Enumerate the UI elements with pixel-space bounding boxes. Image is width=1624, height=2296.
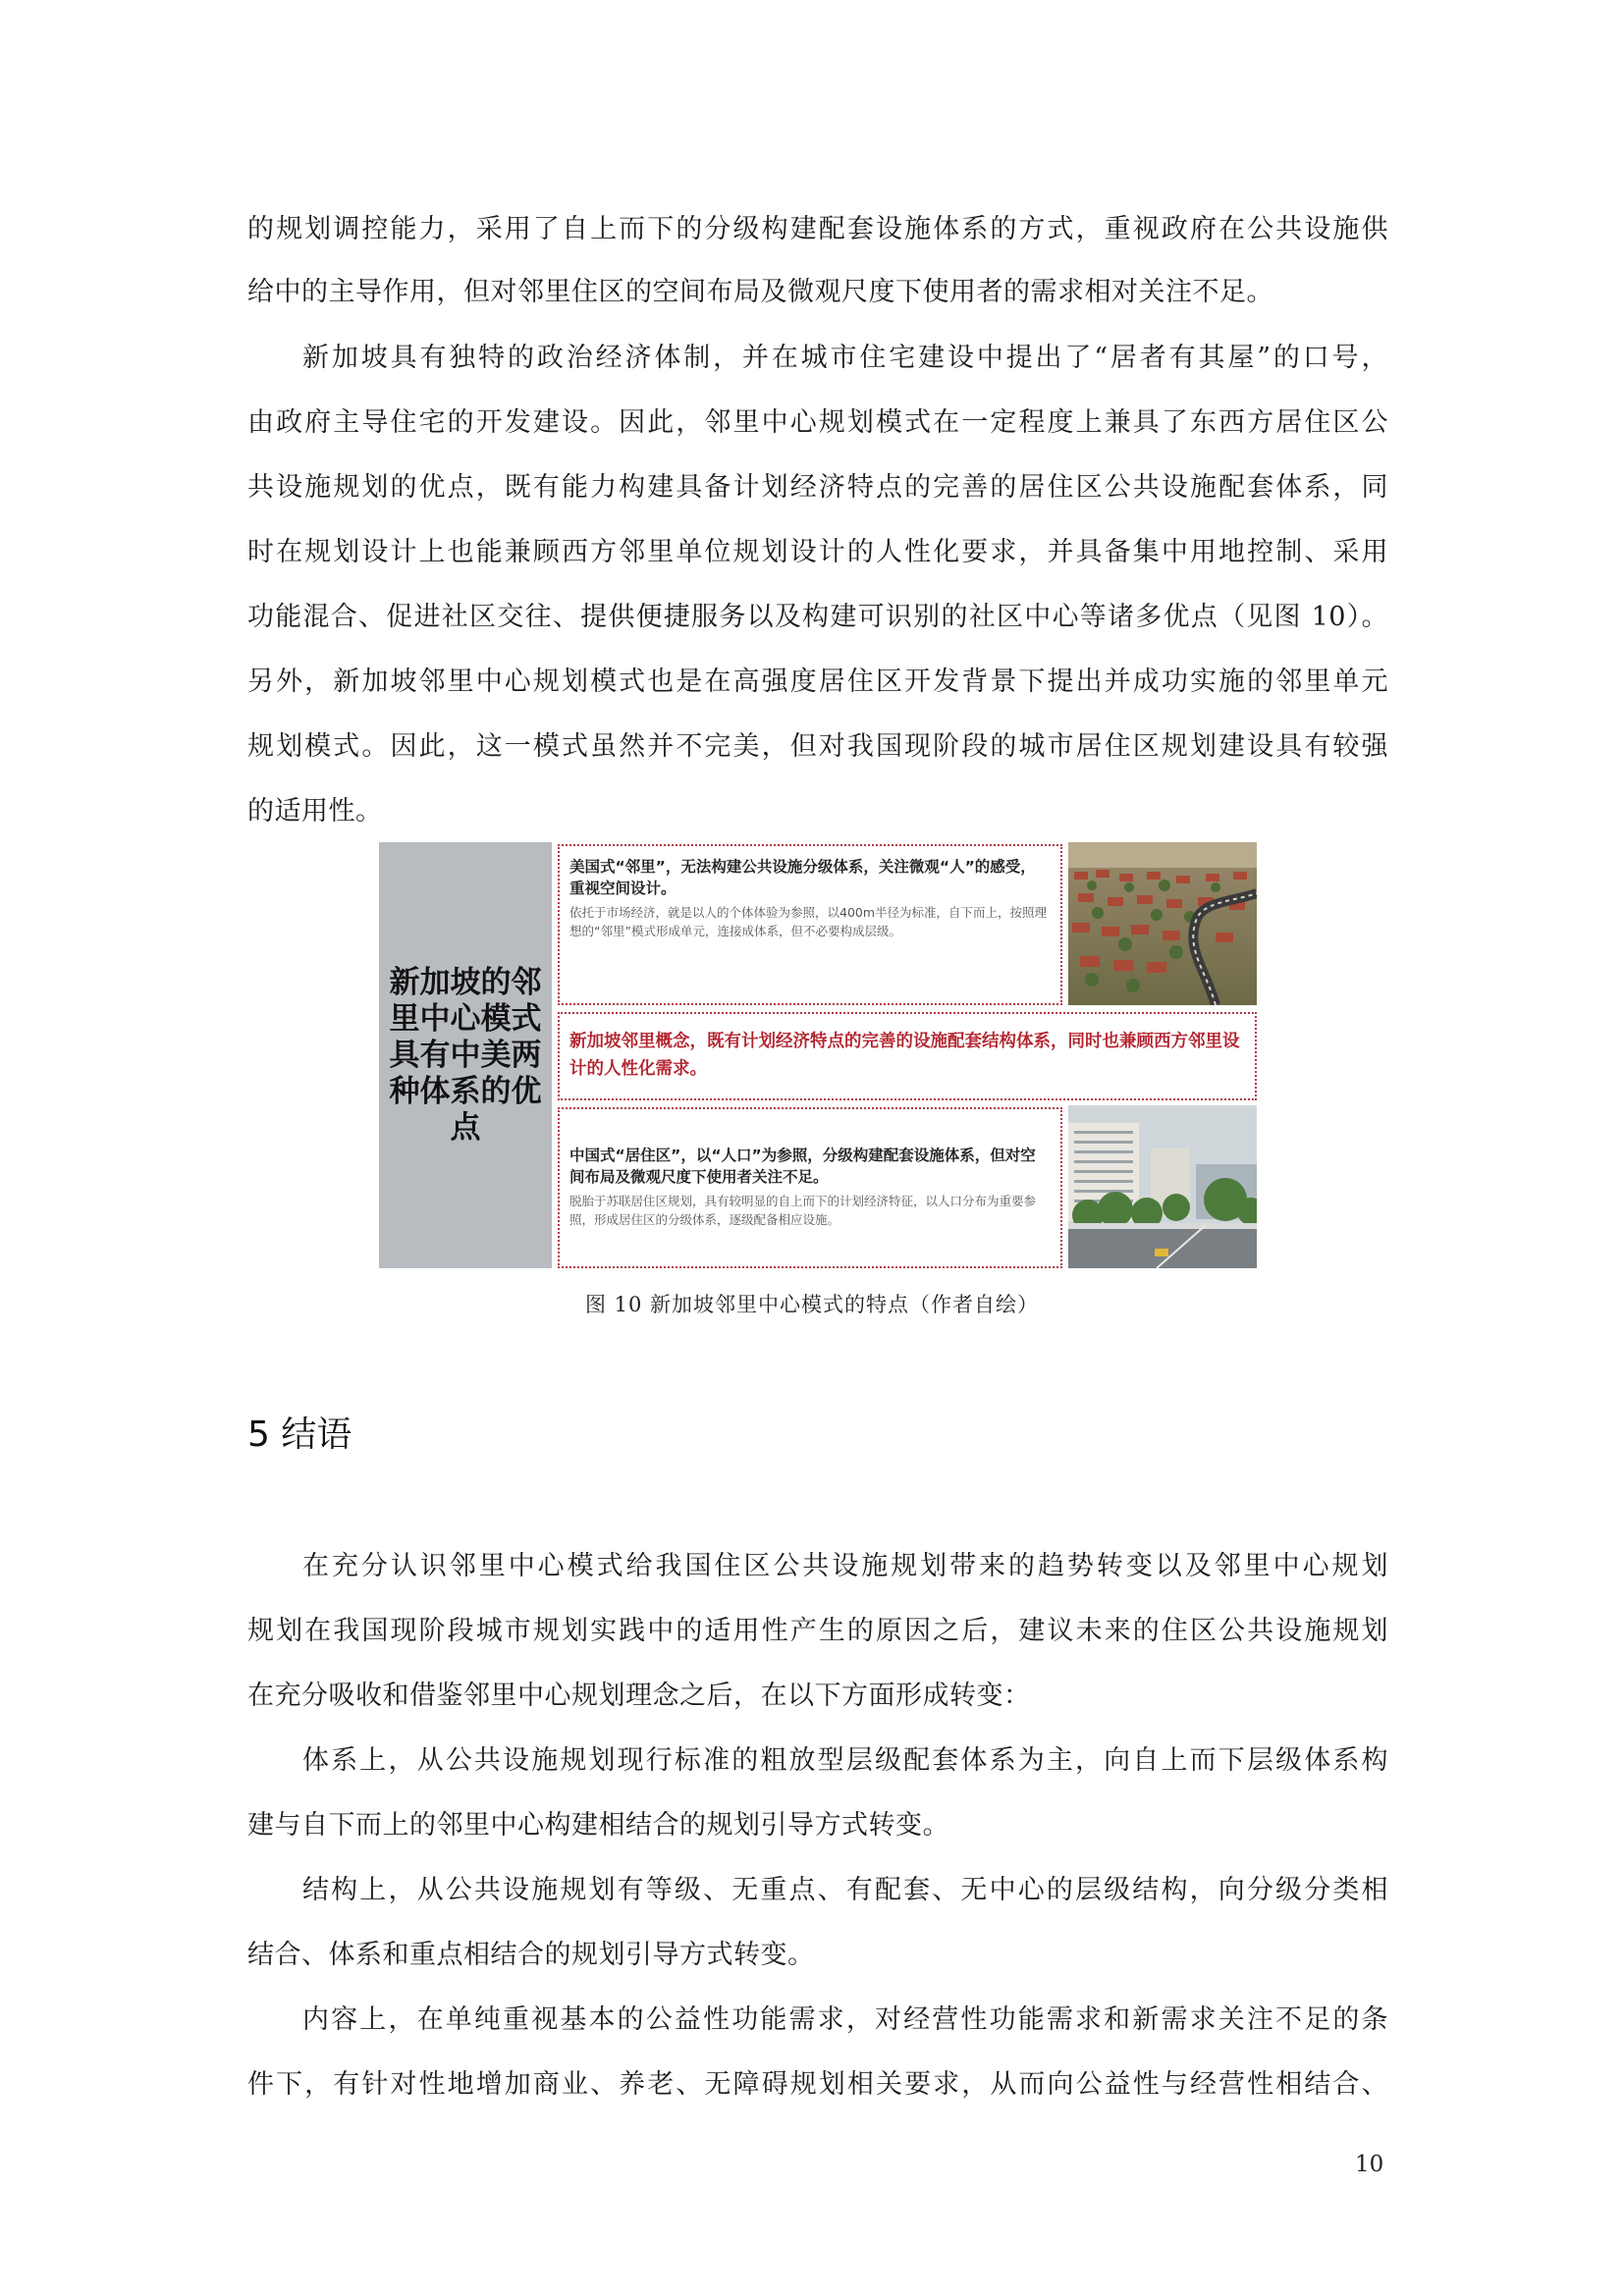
section-heading: 5 结语 bbox=[247, 1415, 352, 1455]
singapore-model-heading: 新加坡邻里概念，既有计划经济特点的完善的设施配套结构体系，同时也兼顾西方邻里设计的人性化需求。 bbox=[569, 1032, 1240, 1079]
china-model-heading: 中国式“居住区”，以“人口”为参照，分级构建配套设施体系，但对空间布局及微观尺度下使用者关注不足。 bbox=[569, 1147, 1036, 1186]
paragraph-line: 的规划调控能力，采用了自上而下的分级构建配套设施体系的方式，重视政府在公共设施供 bbox=[247, 214, 1388, 244]
figure-10 bbox=[379, 842, 1257, 1268]
singapore-model-box bbox=[558, 1012, 1257, 1100]
us-model-box bbox=[558, 844, 1062, 1005]
residential-buildings-image bbox=[1068, 1105, 1257, 1268]
paragraph-line: 建与自下而上的邻里中心构建相结合的规划引导方式转变。 bbox=[247, 1810, 949, 1841]
residential-buildings-photo bbox=[1068, 1105, 1257, 1268]
figure-caption: 图 10 新加坡邻里中心模式的特点（作者自绘） bbox=[584, 1293, 1040, 1316]
suburban-houses-image bbox=[1068, 842, 1257, 1005]
paragraph-line: 给中的主导作用，但对邻里住区的空间布局及微观尺度下使用者的需求相对关注不足。 bbox=[247, 277, 1273, 307]
china-model-box bbox=[558, 1107, 1062, 1268]
paragraph-line: 时在规划设计上也能兼顾西方邻里单位规划设计的人性化要求，并具备集中用地控制、采用 bbox=[247, 537, 1388, 567]
paragraph-line: 的适用性。 bbox=[247, 796, 383, 827]
suburban-houses-photo bbox=[1068, 842, 1257, 1005]
paragraph-line: 结合、体系和重点相结合的规划引导方式转变。 bbox=[247, 1940, 815, 1970]
china-model-body: 脱胎于苏联居住区规划，具有较明显的自上而下的计划经济特征，以人口分布为重要参照，形成居住区的分级体系，逐级配备相应设施。 bbox=[569, 1194, 1037, 1227]
paragraph-line: 在充分认识邻里中心模式给我国住区公共设施规划带来的趋势转变以及邻里中心规划 bbox=[302, 1551, 1388, 1581]
figure-title: 新加坡的邻里中心模式具有中美两种体系的优点 bbox=[389, 964, 542, 1146]
paragraph-line: 新加坡具有独特的政治经济体制，并在城市住宅建设中提出了“居者有其屋”的口号， bbox=[302, 343, 1388, 373]
paragraph-line: 规划在我国现阶段城市规划实践中的适用性产生的原因之后，建议未来的住区公共设施规划 bbox=[247, 1616, 1388, 1646]
figure-title-panel bbox=[379, 842, 552, 1268]
paragraph-line: 共设施规划的优点，既有能力构建具备计划经济特点的完善的居住区公共设施配套体系，同 bbox=[247, 472, 1388, 503]
paragraph-line: 功能混合、促进社区交往、提供便捷服务以及构建可识别的社区中心等诸多优点（见图 10）。 bbox=[247, 602, 1388, 632]
paragraph-line: 另外，新加坡邻里中心规划模式也是在高强度居住区开发背景下提出并成功实施的邻里单元 bbox=[247, 667, 1388, 697]
paragraph-line: 在充分吸收和借鉴邻里中心规划理念之后，在以下方面形成转变： bbox=[247, 1681, 1031, 1711]
paragraph-line: 由政府主导住宅的开发建设。因此，邻里中心规划模式在一定程度上兼具了东西方居住区公 bbox=[247, 407, 1388, 438]
paragraph-line: 件下，有针对性地增加商业、养老、无障碍规划相关要求，从而向公益性与经营性相结合、 bbox=[247, 2069, 1388, 2100]
paragraph-line: 结构上，从公共设施规划有等级、无重点、有配套、无中心的层级结构，向分级分类相 bbox=[302, 1875, 1388, 1905]
page-number: 10 bbox=[1355, 2152, 1384, 2177]
us-model-body: 依托于市场经济，就是以人的个体体验为参照，以400m半径为标准，自下而上，按照理想的“邻里”模式形成单元，连接成体系，但不必要构成层级。 bbox=[569, 905, 1048, 938]
paragraph-line: 体系上，从公共设施规划现行标准的粗放型层级配套体系为主，向自上而下层级体系构 bbox=[302, 1745, 1388, 1776]
paragraph-line: 内容上，在单纯重视基本的公益性功能需求，对经营性功能需求和新需求关注不足的条 bbox=[302, 2004, 1388, 2035]
paragraph-line: 规划模式。因此，这一模式虽然并不完美，但对我国现阶段的城市居住区规划建设具有较强 bbox=[247, 731, 1388, 762]
us-model-heading: 美国式“邻里”，无法构建公共设施分级体系，关注微观“人”的感受，重视空间设计。 bbox=[569, 858, 1036, 897]
